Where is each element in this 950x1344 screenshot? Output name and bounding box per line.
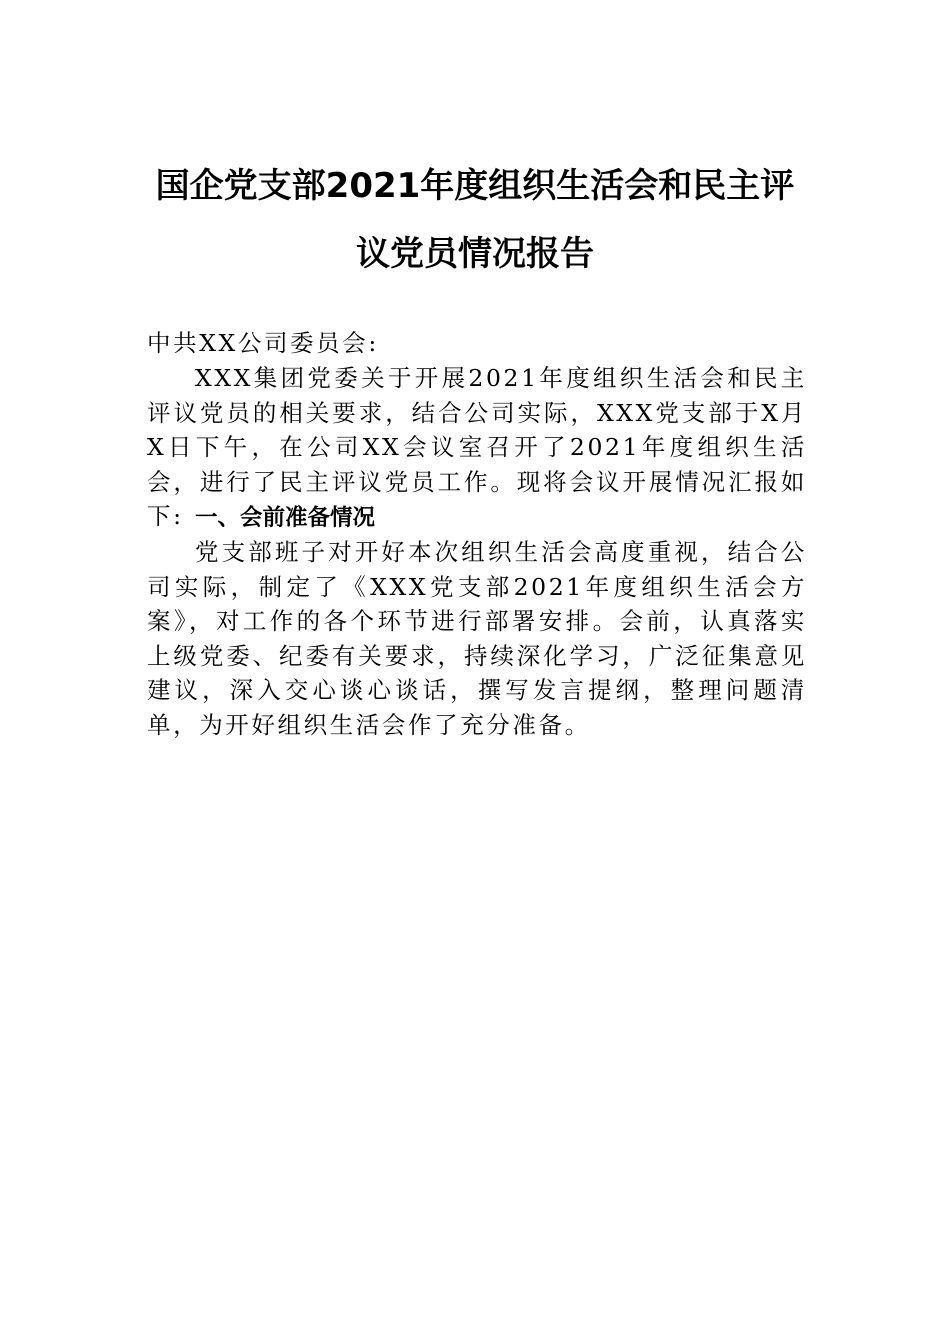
document-title-line-2: 议党员情况报告 [356, 234, 594, 274]
salutation: 中共XX公司委员会: [147, 329, 379, 357]
section-heading-preparation: 一、会前准备情况 [195, 505, 376, 531]
document-title-line-1: 国企党支部2021年度组织生活会和民主评 [155, 166, 795, 206]
paragraph-preparation: 党支部班子对开好本次组织生活会高度重视，结合公司实际，制定了《XXX党支部2021年度组织生活会方案》，对工作的各个环节进行部署安排。会前，认真落实上级党委、纪委有关要求，持续深化学习，广泛征集意见建议，深入交心谈心谈话，撰写发言提纲，整理问题清单，为开好组织生活会作了充分准备。 [147, 538, 807, 739]
paragraph-intro: XXX集团党委关于开展2021年度组织生活会和民主评议党员的相关要求，结合公司实际，XXX党支部于X月X日下午，在公司XX会议室召开了2021年度组织生活会，进行了民主评议党员工作。现将会议开展情况汇报如下: [147, 364, 807, 530]
